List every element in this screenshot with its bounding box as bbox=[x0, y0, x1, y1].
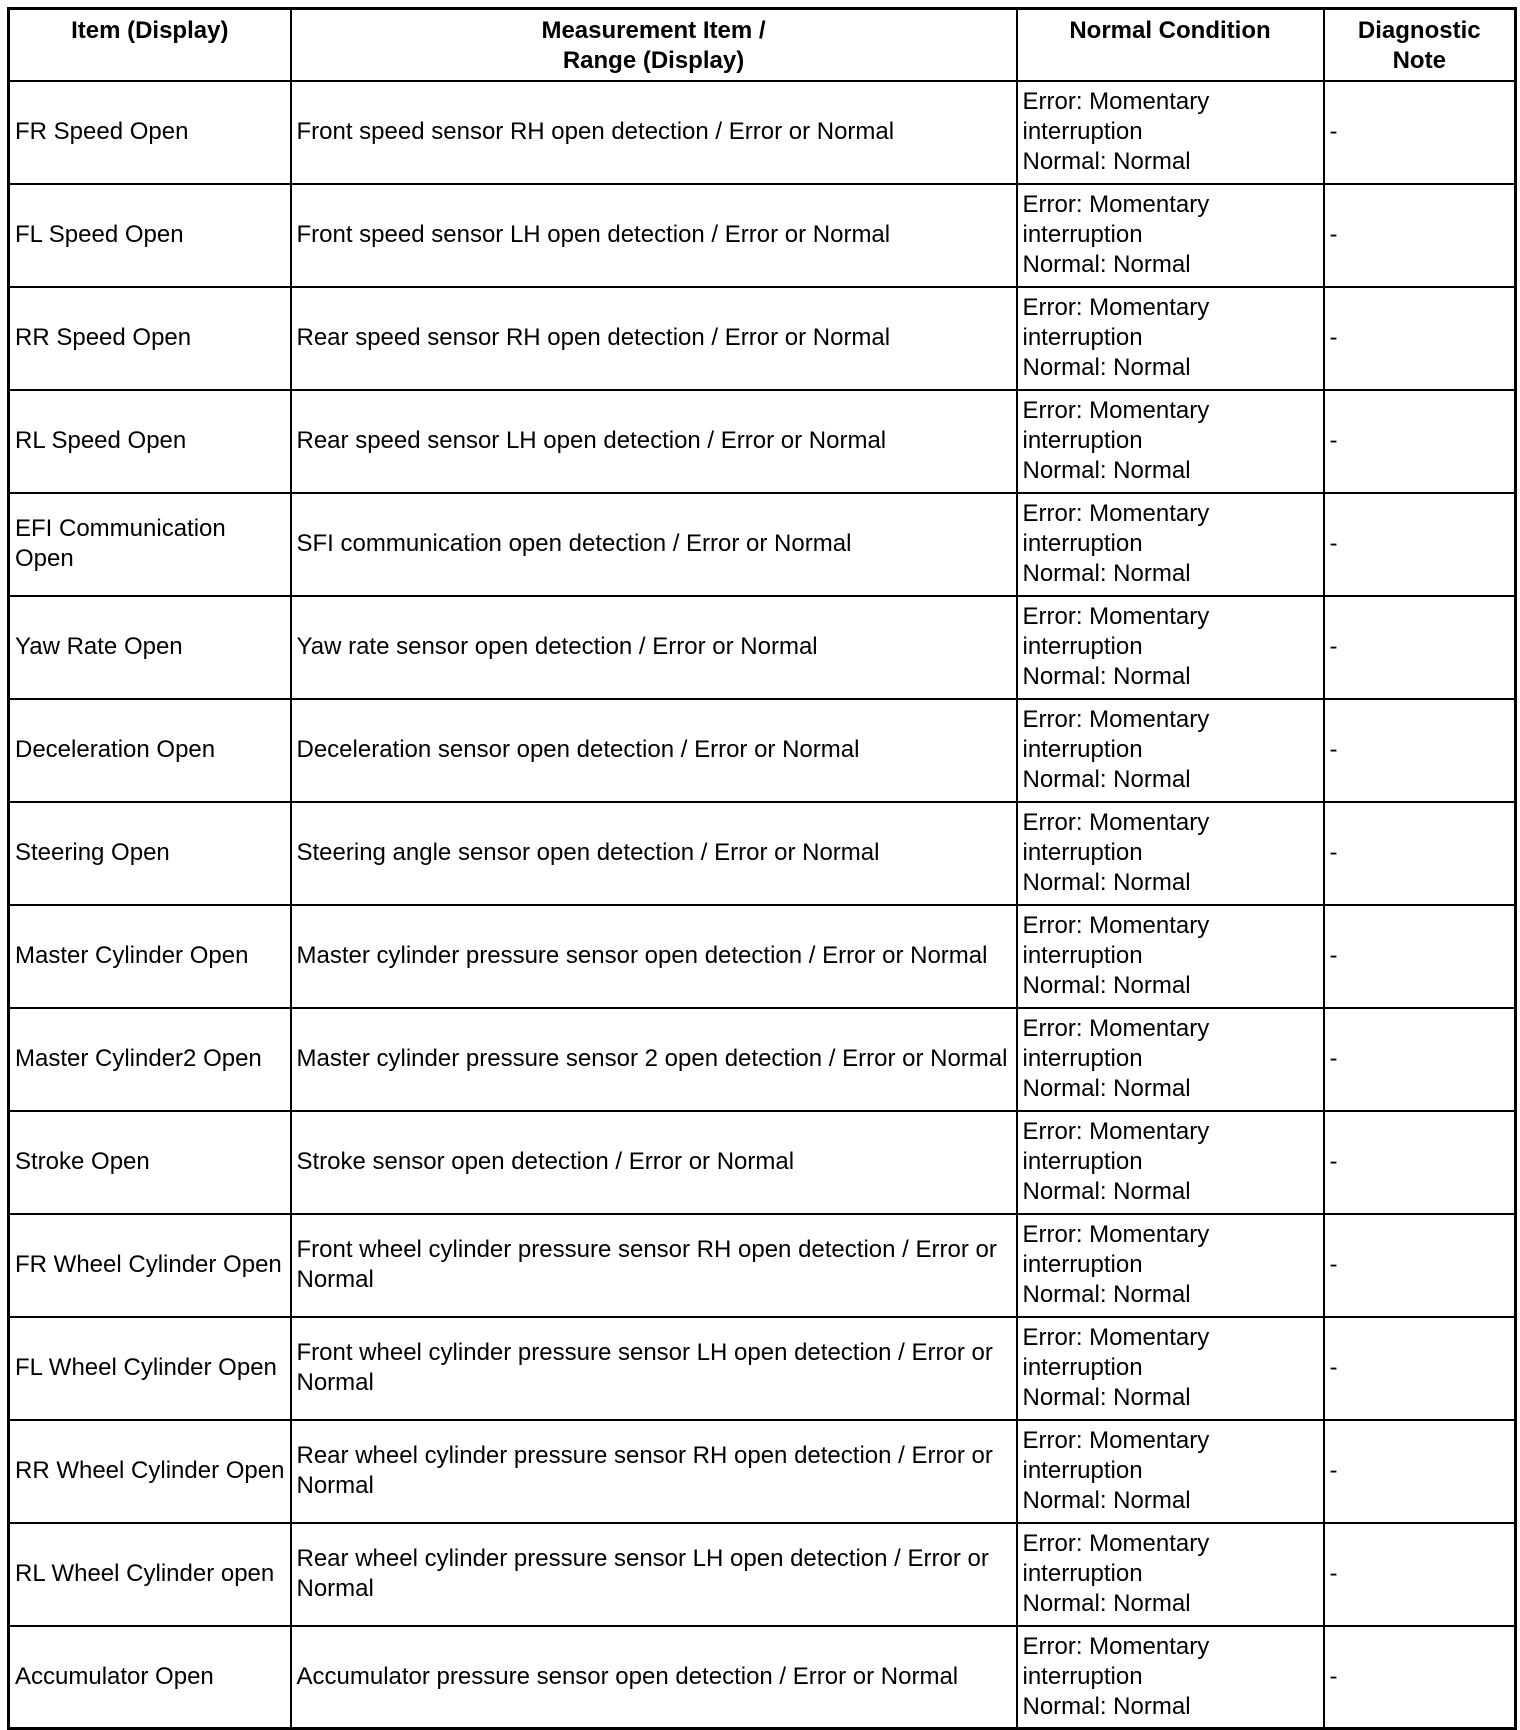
note-cell: - bbox=[1324, 1420, 1516, 1523]
header-normal-condition: Normal Condition bbox=[1017, 9, 1324, 81]
measurement-cell: Front speed sensor LH open detection / Error or Normal bbox=[291, 184, 1017, 287]
cond-line: interruption bbox=[1022, 1354, 1143, 1381]
cond-line: Normal: Normal bbox=[1022, 766, 1191, 793]
note-cell: - bbox=[1324, 1111, 1516, 1214]
measurement-cell: Deceleration sensor open detection / Error or Normal bbox=[291, 699, 1017, 802]
table-row bbox=[9, 1317, 1516, 1420]
header-item: Item (Display) bbox=[9, 9, 291, 81]
measurement-cell: Rear wheel cylinder pressure sensor LH open detection / Error or Normal bbox=[291, 1523, 1017, 1626]
note-cell: - bbox=[1324, 1214, 1516, 1317]
measurement-cell: Yaw rate sensor open detection / Error or Normal bbox=[291, 596, 1017, 699]
cond-line: interruption bbox=[1022, 1662, 1143, 1690]
item-cell: Yaw Rate Open bbox=[9, 596, 291, 699]
measurement-cell: Front speed sensor RH open detection / Error or Normal bbox=[291, 81, 1017, 184]
cond-line: interruption bbox=[1022, 530, 1143, 557]
cond-line: Error: Momentary bbox=[1022, 1221, 1210, 1248]
item-cell: FL Wheel Cylinder Open bbox=[9, 1317, 291, 1420]
cond-line: Error: Momentary bbox=[1022, 397, 1210, 424]
note-cell: - bbox=[1324, 184, 1516, 287]
item-cell: EFI Communication Open bbox=[9, 493, 291, 596]
note-cell: - bbox=[1324, 1626, 1516, 1729]
cond-line: interruption bbox=[1022, 942, 1143, 969]
cond-line: interruption bbox=[1022, 1560, 1143, 1587]
table-row bbox=[9, 81, 1516, 184]
item-cell: RR Wheel Cylinder Open bbox=[9, 1420, 291, 1523]
item-cell: Master Cylinder Open bbox=[9, 905, 291, 1008]
note-cell: - bbox=[1324, 1008, 1516, 1111]
item-cell: Stroke Open bbox=[9, 1111, 291, 1214]
note-cell: - bbox=[1324, 596, 1516, 699]
cond-line: Error: Momentary bbox=[1022, 88, 1210, 115]
cond-line: Error: Momentary bbox=[1022, 809, 1210, 836]
note-cell: - bbox=[1324, 1523, 1516, 1626]
cond-line: Error: Momentary bbox=[1022, 912, 1210, 939]
normal-condition-cell bbox=[1017, 699, 1324, 802]
normal-condition-cell bbox=[1017, 596, 1324, 699]
note-cell: - bbox=[1324, 287, 1516, 390]
table-row bbox=[9, 1008, 1516, 1111]
table-row bbox=[9, 1523, 1516, 1626]
note-cell: - bbox=[1324, 905, 1516, 1008]
cond-line: interruption bbox=[1022, 324, 1143, 351]
cond-line: interruption bbox=[1022, 1148, 1143, 1175]
normal-condition-cell bbox=[1017, 390, 1324, 493]
measurement-cell: Rear speed sensor RH open detection / Error or Normal bbox=[291, 287, 1017, 390]
item-cell: FL Speed Open bbox=[9, 184, 291, 287]
normal-condition-cell bbox=[1017, 1317, 1324, 1420]
table-row bbox=[9, 390, 1516, 493]
item-cell: RR Speed Open bbox=[9, 287, 291, 390]
note-cell: - bbox=[1324, 1317, 1516, 1420]
note-cell: - bbox=[1324, 493, 1516, 596]
measurement-cell: Rear speed sensor LH open detection / Error or Normal bbox=[291, 390, 1017, 493]
table-header-row bbox=[9, 9, 1516, 81]
item-cell: FR Wheel Cylinder Open bbox=[9, 1214, 291, 1317]
normal-condition-cell bbox=[1017, 1008, 1324, 1111]
cond-line: Normal: Normal bbox=[1022, 869, 1191, 896]
table-row bbox=[9, 1626, 1516, 1729]
item-cell: Deceleration Open bbox=[9, 699, 291, 802]
note-cell: - bbox=[1324, 390, 1516, 493]
cond-line: Normal: Normal bbox=[1022, 148, 1191, 175]
cond-line: Normal: Normal bbox=[1022, 1178, 1191, 1205]
diagnostic-data-table bbox=[7, 7, 1517, 1730]
normal-condition-cell bbox=[1017, 493, 1324, 596]
cond-line: Normal: Normal bbox=[1022, 354, 1191, 381]
cond-line: Error: Momentary bbox=[1022, 706, 1210, 733]
normal-condition-cell bbox=[1017, 1523, 1324, 1626]
cond-line: interruption bbox=[1022, 736, 1143, 763]
measurement-cell: Front wheel cylinder pressure sensor RH open detection / Error or Normal bbox=[291, 1214, 1017, 1317]
cond-line: Normal: Normal bbox=[1022, 560, 1191, 587]
note-cell: - bbox=[1324, 802, 1516, 905]
cond-line: Normal: Normal bbox=[1022, 1692, 1191, 1720]
item-cell: Accumulator Open bbox=[9, 1626, 291, 1729]
normal-condition-cell bbox=[1017, 184, 1324, 287]
cond-line: interruption bbox=[1022, 1045, 1143, 1072]
header-diagnostic-note: Diagnostic Note bbox=[1324, 9, 1516, 81]
cond-line: Normal: Normal bbox=[1022, 1590, 1191, 1617]
measurement-cell: SFI communication open detection / Error or Normal bbox=[291, 493, 1017, 596]
cond-line: Error: Momentary bbox=[1022, 1015, 1210, 1042]
item-cell: Steering Open bbox=[9, 802, 291, 905]
cond-line: interruption bbox=[1022, 427, 1143, 454]
table-row bbox=[9, 802, 1516, 905]
normal-condition-cell bbox=[1017, 802, 1324, 905]
item-cell: Master Cylinder2 Open bbox=[9, 1008, 291, 1111]
cond-line: Error: Momentary bbox=[1022, 1118, 1210, 1145]
item-cell: RL Wheel Cylinder open bbox=[9, 1523, 291, 1626]
cond-line: Normal: Normal bbox=[1022, 663, 1191, 690]
measurement-cell: Master cylinder pressure sensor 2 open detection / Error or Normal bbox=[291, 1008, 1017, 1111]
note-cell: - bbox=[1324, 699, 1516, 802]
cond-line: Error: Momentary bbox=[1022, 191, 1210, 218]
table-row bbox=[9, 1420, 1516, 1523]
normal-condition-cell bbox=[1017, 1626, 1324, 1729]
table-row bbox=[9, 1111, 1516, 1214]
header-measurement: Measurement Item / Range (Display) bbox=[291, 9, 1017, 81]
table-row bbox=[9, 493, 1516, 596]
cond-line: interruption bbox=[1022, 1251, 1143, 1278]
cond-line: Error: Momentary bbox=[1022, 1324, 1210, 1351]
normal-condition-cell bbox=[1017, 287, 1324, 390]
measurement-cell: Steering angle sensor open detection / Error or Normal bbox=[291, 802, 1017, 905]
normal-condition-cell bbox=[1017, 81, 1324, 184]
normal-condition-cell bbox=[1017, 905, 1324, 1008]
cond-line: interruption bbox=[1022, 1457, 1143, 1484]
cond-line: Normal: Normal bbox=[1022, 972, 1191, 999]
measurement-cell: Front wheel cylinder pressure sensor LH open detection / Error or Normal bbox=[291, 1317, 1017, 1420]
cond-line: interruption bbox=[1022, 118, 1143, 145]
cond-line: Error: Momentary bbox=[1022, 1530, 1210, 1557]
cond-line: Error: Momentary bbox=[1022, 294, 1210, 321]
cond-line: Normal: Normal bbox=[1022, 457, 1191, 484]
item-cell: RL Speed Open bbox=[9, 390, 291, 493]
cond-line: Error: Momentary bbox=[1022, 500, 1210, 527]
note-cell: - bbox=[1324, 81, 1516, 184]
normal-condition-cell bbox=[1017, 1420, 1324, 1523]
cond-line: Normal: Normal bbox=[1022, 1384, 1191, 1411]
table-row bbox=[9, 287, 1516, 390]
table-row bbox=[9, 905, 1516, 1008]
cond-line: Normal: Normal bbox=[1022, 1487, 1191, 1514]
cond-line: Normal: Normal bbox=[1022, 1075, 1191, 1102]
table-row bbox=[9, 1214, 1516, 1317]
cond-line: Error: Momentary bbox=[1022, 603, 1210, 630]
table-row bbox=[9, 596, 1516, 699]
table-row bbox=[9, 184, 1516, 287]
cond-line: Error: Momentary bbox=[1022, 1427, 1210, 1454]
measurement-cell: Accumulator pressure sensor open detection / Error or Normal bbox=[291, 1626, 1017, 1729]
item-cell: FR Speed Open bbox=[9, 81, 291, 184]
measurement-cell: Master cylinder pressure sensor open detection / Error or Normal bbox=[291, 905, 1017, 1008]
measurement-cell: Rear wheel cylinder pressure sensor RH open detection / Error or Normal bbox=[291, 1420, 1017, 1523]
cond-line: Error: Momentary bbox=[1022, 1632, 1210, 1660]
normal-condition-cell bbox=[1017, 1214, 1324, 1317]
table-row bbox=[9, 699, 1516, 802]
cond-line: interruption bbox=[1022, 839, 1143, 866]
normal-condition-cell bbox=[1017, 1111, 1324, 1214]
cond-line: interruption bbox=[1022, 221, 1143, 248]
measurement-cell: Stroke sensor open detection / Error or Normal bbox=[291, 1111, 1017, 1214]
cond-line: Normal: Normal bbox=[1022, 1281, 1191, 1308]
cond-line: Normal: Normal bbox=[1022, 251, 1191, 278]
cond-line: interruption bbox=[1022, 633, 1143, 660]
